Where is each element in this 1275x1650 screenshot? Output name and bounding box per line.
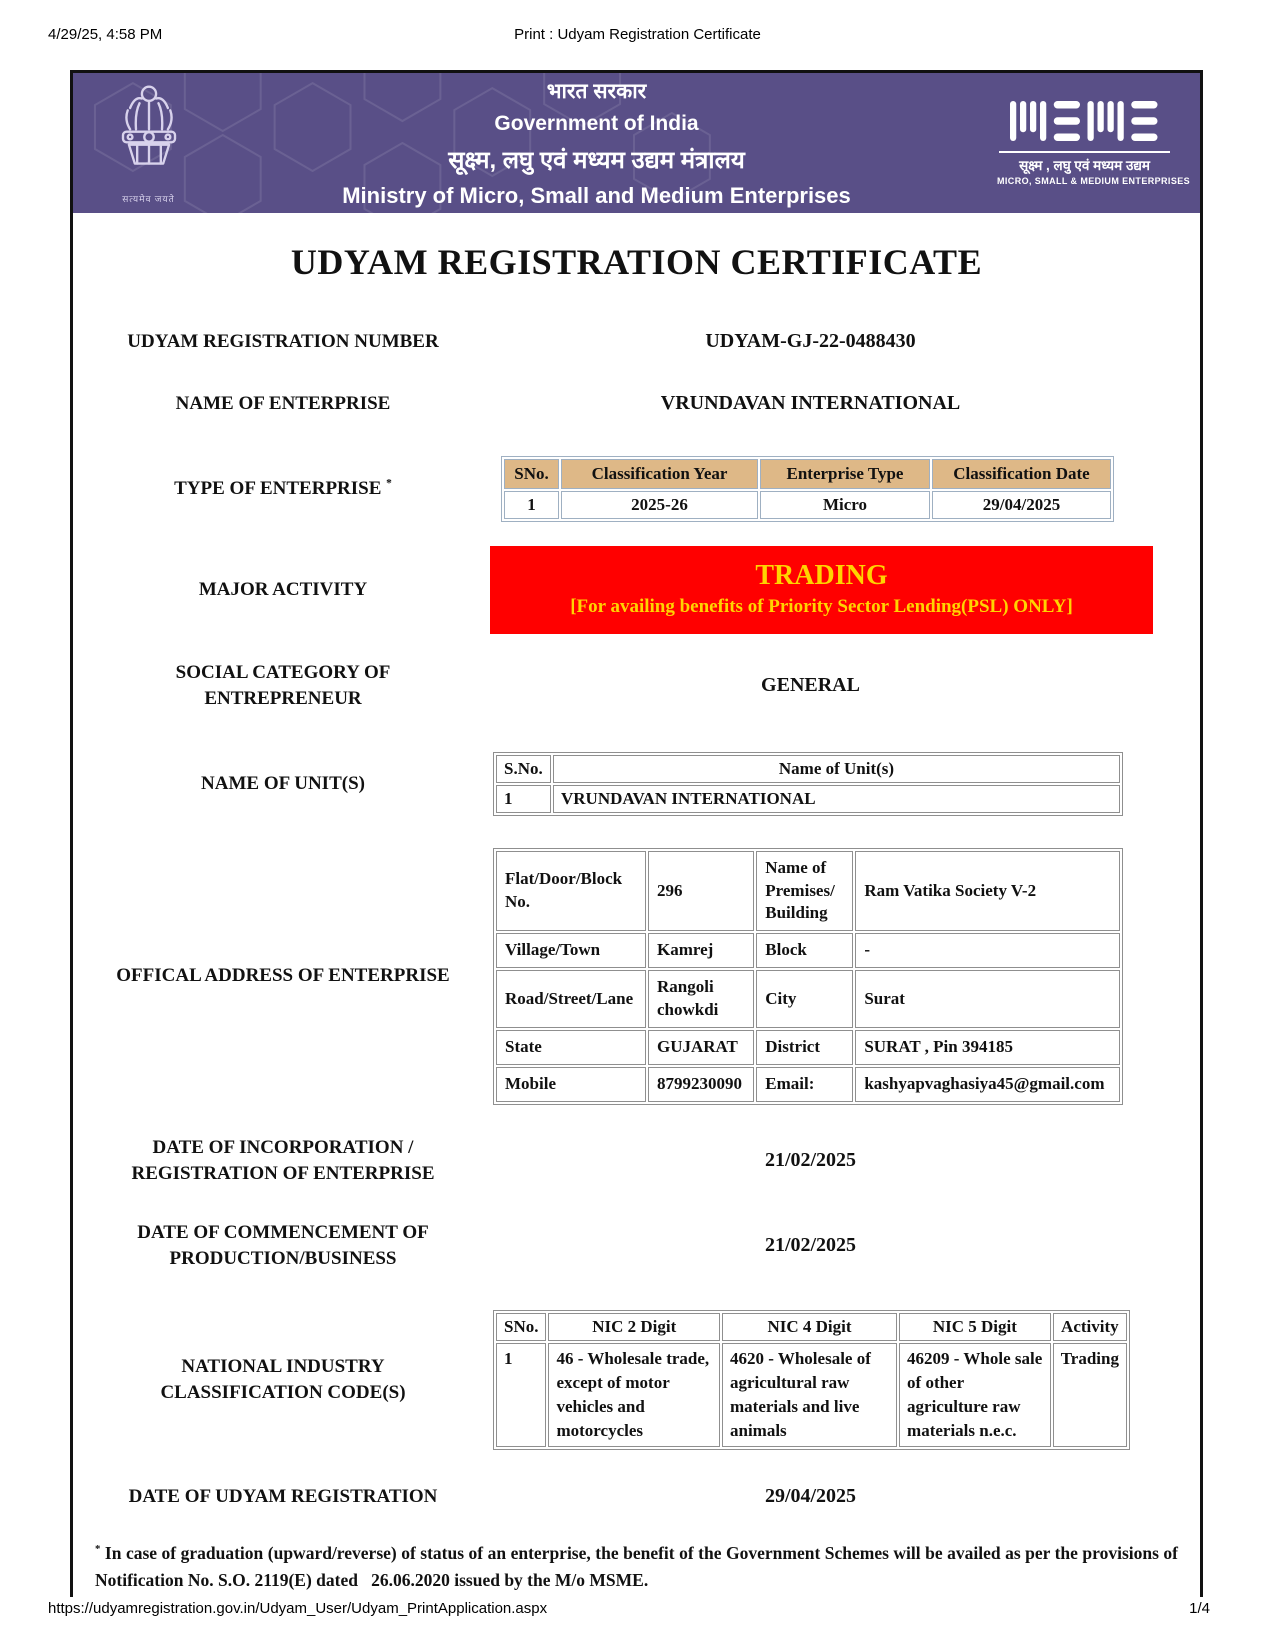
units-header-row xyxy=(496,755,1120,783)
addr-village-value: Kamrej xyxy=(648,933,754,968)
incorporation-date-row xyxy=(73,1135,1200,1186)
enterprise-name-row xyxy=(73,391,1200,417)
addr-mobile-label: Mobile xyxy=(496,1067,646,1102)
major-activity-psl-note: [For availing benefits of Priority Sector Lending(PSL) ONLY] xyxy=(570,596,1073,618)
msme-english-caption: MICRO, SMALL & MEDIUM ENTERPRISES xyxy=(997,176,1191,186)
banner-ministry-text xyxy=(196,77,997,209)
msme-hindi-caption: सूक्ष्म , लघु एवं मध्यम उद्यम xyxy=(1019,158,1150,173)
address-label: OFFICAL ADDRESS OF ENTERPRISE xyxy=(116,965,450,987)
nic-data-row xyxy=(496,1343,1127,1448)
cell-sno: 1 xyxy=(504,491,559,519)
addr-district-value: SURAT , Pin 394185 xyxy=(855,1030,1120,1065)
enterprise-name-value: VRUNDAVAN INTERNATIONAL xyxy=(660,391,961,414)
addr-mobile-value: 8799230090 xyxy=(648,1067,754,1102)
commencement-date-value: 21/02/2025 xyxy=(764,1234,857,1257)
addr-village-label: Village/Town xyxy=(496,933,646,968)
addr-premises-value: Ram Vatika Society V-2 xyxy=(855,851,1120,932)
nic-table xyxy=(493,1310,1130,1451)
major-activity-row xyxy=(73,546,1200,634)
address-row xyxy=(73,848,1200,1106)
incorporation-date-value: 21/02/2025 xyxy=(764,1149,857,1172)
cell-enterprise-type: Micro xyxy=(760,491,930,519)
cell-classification-year: 2025-26 xyxy=(561,491,758,519)
nic-col-2digit: NIC 2 Digit xyxy=(548,1313,720,1341)
major-activity-banner xyxy=(490,546,1153,634)
units-col-sno: S.No. xyxy=(496,755,551,783)
col-classification-year: Classification Year xyxy=(561,459,758,489)
print-url: https://udyamregistration.gov.in/Udyam_User/Udyam_PrintApplication.aspx xyxy=(48,1600,548,1617)
nic-cell-2digit: 46 - Wholesale trade, except of motor vehicles and motorcycles xyxy=(548,1343,720,1448)
social-category-row xyxy=(73,660,1200,711)
print-datetime: 4/29/25, 4:58 PM xyxy=(48,26,163,43)
address-row-village xyxy=(496,933,1120,968)
incorporation-date-label: DATE OF INCORPORATION / REGISTRATION OF ENTERPRISE xyxy=(131,1137,435,1184)
col-sno: SNo. xyxy=(504,459,559,489)
addr-premises-label: Name of Premises/ Building xyxy=(756,851,853,932)
enterprise-type-table xyxy=(501,456,1114,522)
enterprise-name-label: NAME OF ENTERPRISE xyxy=(175,392,391,414)
registration-number-label: UDYAM REGISTRATION NUMBER xyxy=(127,331,439,352)
banner-government-of-india: Government of India xyxy=(494,112,699,135)
nic-col-4digit: NIC 4 Digit xyxy=(722,1313,897,1341)
addr-email-value: kashyapvaghasiya45@gmail.com xyxy=(855,1067,1120,1102)
units-label: NAME OF UNIT(S) xyxy=(201,772,365,794)
address-table xyxy=(493,848,1123,1106)
addr-city-label: City xyxy=(756,970,853,1028)
nic-row xyxy=(73,1310,1200,1451)
enterprise-type-header-row xyxy=(504,459,1111,489)
type-asterisk: * xyxy=(386,478,392,491)
addr-state-label: State xyxy=(496,1030,646,1065)
addr-block-label: Block xyxy=(756,933,853,968)
ashoka-emblem xyxy=(101,82,196,205)
footnote-asterisk: * xyxy=(95,1542,101,1555)
addr-flat-label: Flat/Door/Block No. xyxy=(496,851,646,932)
udyam-date-row xyxy=(73,1484,1200,1510)
units-row xyxy=(73,752,1200,816)
enterprise-type-data-row xyxy=(504,491,1111,519)
type-of-enterprise-label-text: TYPE OF ENTERPRISE xyxy=(174,478,382,500)
graduation-footnote xyxy=(95,1540,1183,1594)
footnote-text: In case of graduation (upward/reverse) of status of an enterprise, the benefit of the Government Schemes will be availed as per the provisions of Notification No. S.O. 2119(E) dated 26.06.2020 issued by the M/o MSME. xyxy=(95,1542,1183,1590)
nic-cell-sno: 1 xyxy=(496,1343,546,1448)
nic-col-5digit: NIC 5 Digit xyxy=(899,1313,1051,1341)
ministry-banner xyxy=(73,73,1200,213)
registration-number-row xyxy=(73,329,1200,355)
emblem-motto: सत्यमेव जयते xyxy=(122,193,175,204)
address-row-road xyxy=(496,970,1120,1028)
nic-cell-5digit: 46209 - Whole sale of other agriculture raw materials n.e.c. xyxy=(899,1343,1051,1448)
certificate-title: UDYAM REGISTRATION CERTIFICATE xyxy=(290,242,983,282)
units-table xyxy=(493,752,1123,816)
major-activity-value: TRADING xyxy=(755,560,888,592)
udyam-date-label: DATE OF UDYAM REGISTRATION xyxy=(128,1486,438,1508)
banner-hindi-government: भारत सरकार xyxy=(546,80,647,103)
msme-wordmark-icon xyxy=(1010,100,1160,142)
type-of-enterprise-row xyxy=(73,456,1200,522)
print-page-number: 1/4 xyxy=(1189,1600,1210,1617)
units-col-name: Name of Unit(s) xyxy=(553,755,1120,783)
major-activity-label: MAJOR ACTIVITY xyxy=(198,579,368,601)
nic-col-activity: Activity xyxy=(1053,1313,1127,1341)
addr-city-value: Surat xyxy=(855,970,1120,1028)
type-of-enterprise-label xyxy=(73,476,493,502)
social-category-label: SOCIAL CATEGORY OF ENTREPRENEUR xyxy=(175,662,391,709)
print-header xyxy=(0,26,1275,48)
addr-road-value: Rangoli chowkdi xyxy=(648,970,754,1028)
units-cell-name: VRUNDAVAN INTERNATIONAL xyxy=(553,785,1120,813)
address-row-state xyxy=(496,1030,1120,1065)
nic-cell-activity: Trading xyxy=(1053,1343,1127,1448)
nic-header-row xyxy=(496,1313,1127,1341)
commencement-date-row xyxy=(73,1220,1200,1271)
address-row-mobile xyxy=(496,1067,1120,1102)
nic-cell-4digit: 4620 - Wholesale of agricultural raw materials and live animals xyxy=(722,1343,897,1448)
addr-state-value: GUJARAT xyxy=(648,1030,754,1065)
commencement-date-label: DATE OF COMMENCEMENT OF PRODUCTION/BUSINESS xyxy=(137,1222,429,1269)
nic-col-sno: SNo. xyxy=(496,1313,546,1341)
col-enterprise-type: Enterprise Type xyxy=(760,459,930,489)
address-row-flat xyxy=(496,851,1120,932)
cell-classification-date: 29/04/2025 xyxy=(932,491,1111,519)
addr-road-label: Road/Street/Lane xyxy=(496,970,646,1028)
units-cell-sno: 1 xyxy=(496,785,551,813)
social-category-value: GENERAL xyxy=(761,674,860,697)
addr-block-value: - xyxy=(855,933,1120,968)
banner-hindi-ministry: सूक्ष्म, लघु एवं मध्यम उद्यम मंत्रालय xyxy=(448,147,745,174)
print-footer xyxy=(0,1600,1275,1622)
print-title: Print : Udyam Registration Certificate xyxy=(514,26,761,43)
udyam-date-value: 29/04/2025 xyxy=(764,1485,857,1508)
msme-logo xyxy=(997,100,1191,186)
ashoka-emblem-icon xyxy=(113,82,185,186)
addr-district-label: District xyxy=(756,1030,853,1065)
col-classification-date: Classification Date xyxy=(932,459,1111,489)
banner-ministry-name: Ministry of Micro, Small and Medium Enterprises xyxy=(342,183,851,208)
certificate-frame xyxy=(70,70,1203,1597)
addr-flat-value: 296 xyxy=(648,851,754,932)
msme-divider xyxy=(999,151,1170,153)
units-data-row xyxy=(496,785,1120,813)
registration-number-value: UDYAM-GJ-22-0488430 xyxy=(705,330,916,353)
addr-email-label: Email: xyxy=(756,1067,853,1102)
nic-label: NATIONAL INDUSTRY CLASSIFICATION CODE(S) xyxy=(160,1356,406,1403)
